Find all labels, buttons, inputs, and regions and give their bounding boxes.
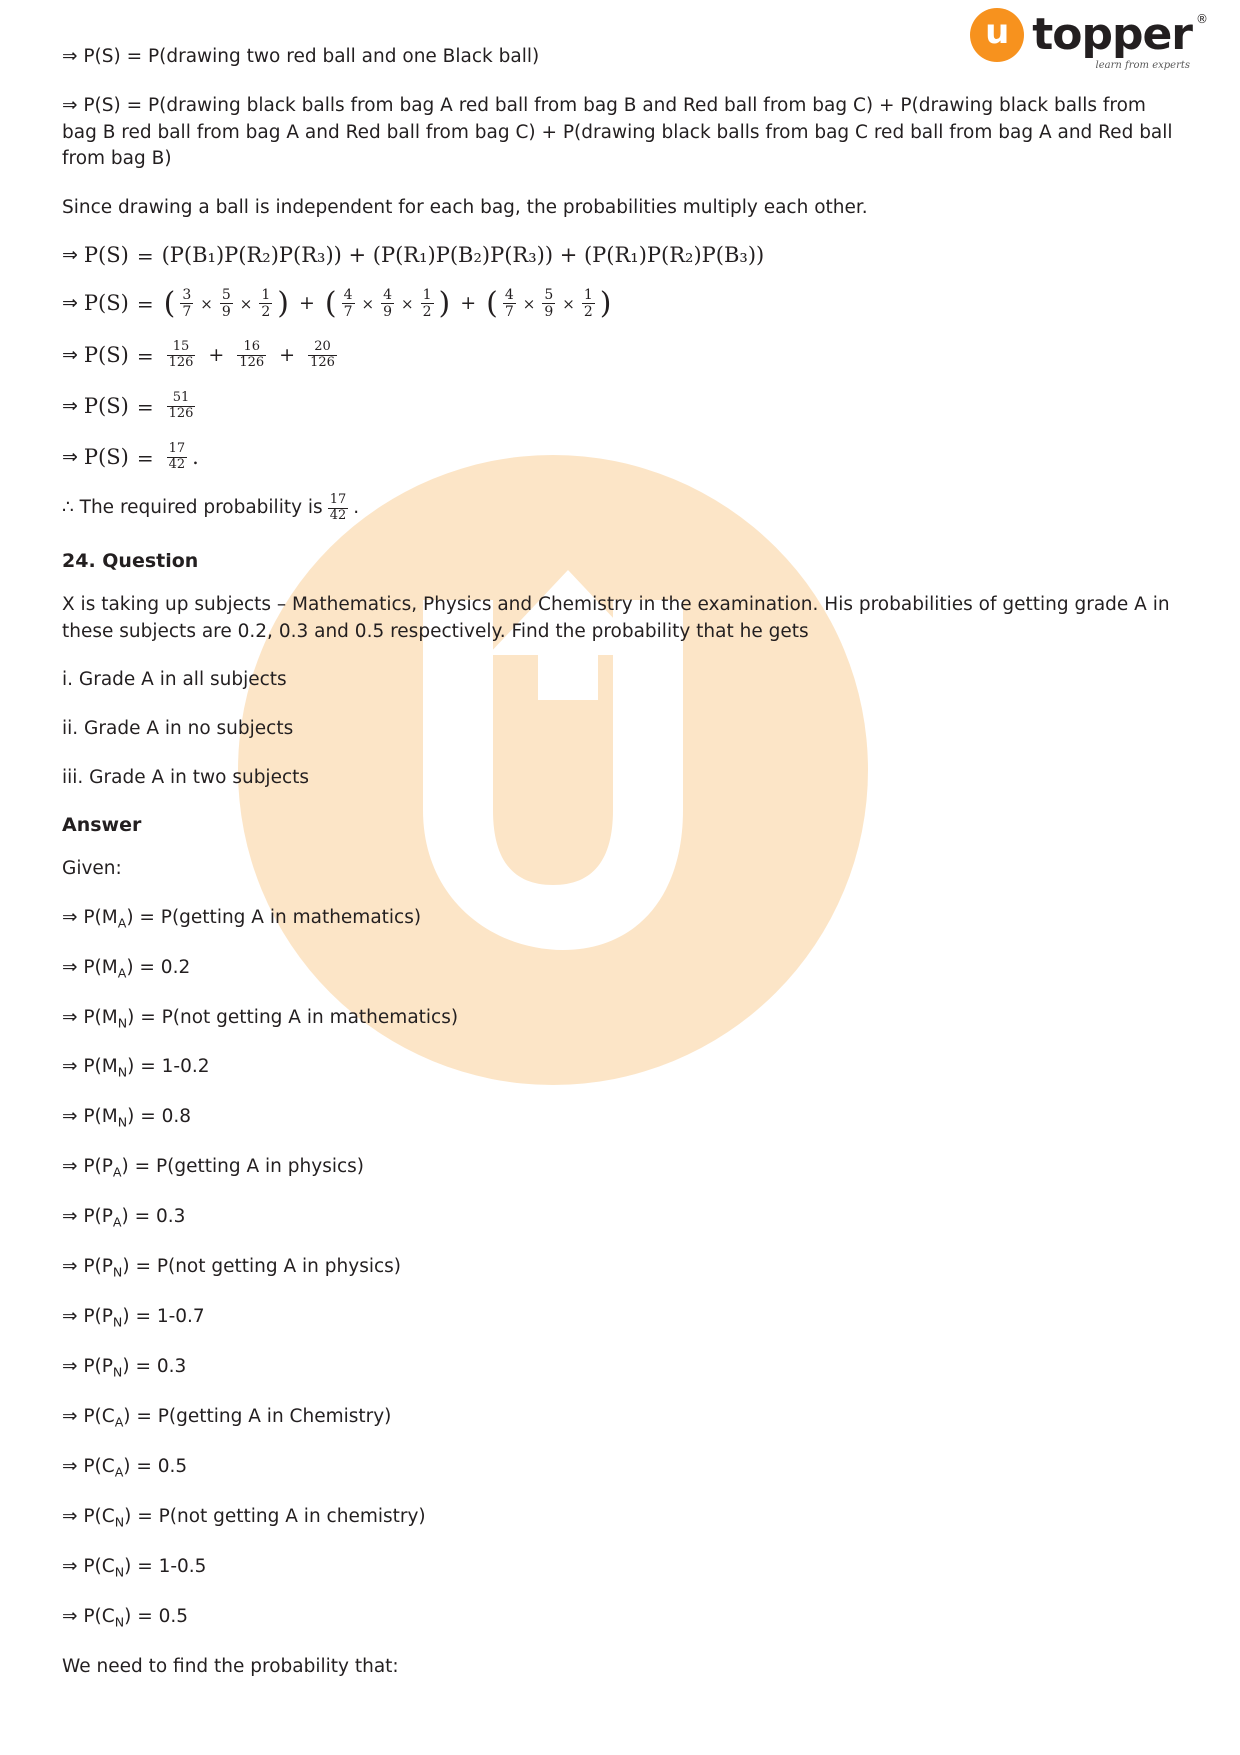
- period: .: [192, 444, 199, 469]
- paren-open: (: [486, 285, 498, 321]
- product-group-2: [325, 287, 450, 320]
- fraction: $\frac{1}{2}$: [422, 287, 432, 321]
- plus-sign: +: [279, 344, 296, 367]
- implies-arrow: ⇒: [62, 446, 78, 469]
- paren-close: ): [599, 285, 612, 321]
- fraction: $\frac{3}{7}$: [182, 287, 192, 321]
- math-line-sum: [62, 340, 1180, 371]
- logo-tagline: learn from experts: [1095, 60, 1190, 71]
- plus-sign: +: [298, 292, 315, 315]
- fraction: $\frac{16}{126}$: [239, 339, 265, 371]
- given-line: ⇒ $P(P_N) = 0.3$: [62, 1356, 187, 1380]
- math-lhs: P(S): [83, 243, 129, 268]
- times-sign: ×: [562, 294, 575, 313]
- product-group-1: [164, 287, 289, 320]
- times-sign: ×: [361, 294, 375, 313]
- fraction: $\frac{4}{7}$: [343, 287, 353, 321]
- fraction: $\frac{5}{9}$: [221, 287, 231, 321]
- text-line: ⇒ P(S) = P(drawing black balls from bag A red ball from bag B and Red ball from bag C) + P(drawing black balls from bag B red ball from bag A and Red ball from bag C) + P(drawing black balls from bag C red ball from bag A and Red ball from bag B): [62, 94, 1173, 170]
- question-item: i. Grade A in all subjects: [62, 669, 287, 691]
- fraction: $\frac{4}{7}$: [504, 287, 514, 321]
- given-line: ⇒ $P(P_N) = 1-0.7$: [62, 1306, 205, 1330]
- fraction: $\frac{4}{9}$: [383, 287, 393, 321]
- conclusion-line: [62, 493, 359, 524]
- fraction: $\frac{51}{126}$: [168, 390, 194, 422]
- equals-sign: =: [136, 445, 154, 470]
- given-line: ⇒ $P(C_N) = 1-0.5$: [62, 1555, 207, 1580]
- math-lhs: P(S): [83, 394, 129, 419]
- topper-logo: [970, 8, 1208, 71]
- fraction: $\frac{1}{2}$: [261, 287, 271, 321]
- fraction: $\frac{17}{42}$: [329, 491, 347, 523]
- conclusion-suffix: .: [353, 497, 360, 518]
- paren-open: (: [324, 285, 337, 321]
- fraction: $\frac{1}{2}$: [583, 287, 593, 321]
- question-number: 24. Question: [62, 549, 199, 572]
- equals-sign: =: [136, 243, 154, 268]
- plus-sign: +: [460, 292, 477, 315]
- implies-arrow: ⇒: [62, 344, 78, 367]
- equals-sign: =: [136, 343, 154, 368]
- conclusion-prefix: ∴ The required probability is: [62, 497, 323, 518]
- logo-mark-icon: u: [970, 8, 1024, 62]
- given-line: ⇒ $P(M_A) = 0.2$: [62, 956, 191, 981]
- times-sign: ×: [401, 294, 414, 313]
- fraction: $\frac{5}{9}$: [544, 287, 554, 321]
- given-line: ⇒ $P(C_A) = 0.5$: [62, 1455, 188, 1480]
- question-item: ii. Grade A in no subjects: [62, 718, 294, 740]
- logo-wordmark: [1032, 9, 1208, 71]
- math-line-total: [62, 391, 1180, 422]
- paren-open: (: [163, 285, 176, 321]
- question-item: iii. Grade A in two subjects: [62, 767, 310, 789]
- implies-arrow: ⇒: [62, 244, 78, 267]
- implies-arrow: ⇒: [62, 395, 78, 418]
- given-line: ⇒ $P(M_N) = 0.8$: [62, 1106, 192, 1131]
- fraction: $\frac{15}{126}$: [168, 339, 194, 371]
- closing-line: We need to find the probability that:: [62, 1655, 399, 1677]
- math-lhs: P(S): [83, 343, 129, 368]
- math-expression: (P(B₁)P(R₂)P(R₃)) + (P(R₁)P(B₂)P(R₃)) + (P(R₁)P(R₂)P(B₃)): [161, 243, 765, 268]
- logo-text: topper: [1032, 9, 1192, 60]
- times-sign: ×: [522, 294, 536, 313]
- given-label: Given:: [62, 857, 122, 879]
- registered-mark: ®: [1196, 12, 1208, 26]
- equals-sign: =: [136, 291, 154, 316]
- product-group-3: [486, 287, 611, 320]
- given-line: ⇒ $P(C_N) = P(not$ getting A in chemistry): [62, 1505, 426, 1530]
- given-line: ⇒ $P(M_N) = P(not$ getting A in mathematics): [62, 1006, 459, 1031]
- paren-close: ): [277, 285, 289, 321]
- answer-label: Answer: [62, 813, 142, 836]
- math-line-reduced: [62, 442, 1180, 473]
- text-line: ⇒ P(S) = P(drawing two red ball and one Black ball): [62, 46, 540, 67]
- math-line-expansion: [62, 244, 1180, 267]
- times-sign: ×: [200, 294, 213, 313]
- math-lhs: P(S): [83, 444, 129, 469]
- paren-close: ): [438, 285, 451, 321]
- given-line: ⇒ $P(M_A)$ = P(getting A in mathematics): [62, 906, 422, 931]
- times-sign: ×: [239, 294, 253, 313]
- given-line: ⇒ $P(C_A)$ = P(getting A in Chemistry): [62, 1405, 392, 1430]
- question-text: X is taking up subjects – Mathematics, Physics and Chemistry in the examination. His probabilities of getting grade A in these subjects are 0.2, 0.3 and 0.5 respectively. Find the probability that he gets: [62, 593, 1170, 642]
- given-line: ⇒ $P(P_A) = 0.3$: [62, 1206, 186, 1230]
- implies-arrow: ⇒: [62, 292, 78, 315]
- plus-sign: +: [208, 344, 225, 367]
- math-line-products: [62, 287, 1180, 320]
- given-line: ⇒ $P(M_N) = 1-0.2$: [62, 1056, 210, 1081]
- equals-sign: =: [136, 394, 154, 419]
- given-line: ⇒ $P(P_N) = P(not$ getting A in physics): [62, 1256, 401, 1280]
- fraction: $\frac{17}{42}$: [168, 441, 186, 473]
- fraction: $\frac{20}{126}$: [310, 339, 335, 371]
- given-line: ⇒ $P(C_N) = 0.5$: [62, 1605, 189, 1630]
- given-line: ⇒ $P(P_A)$ = P(getting A in physics): [62, 1156, 365, 1181]
- math-lhs: P(S): [83, 291, 129, 316]
- text-line: Since drawing a ball is independent for each bag, the probabilities multiply each other.: [62, 197, 868, 219]
